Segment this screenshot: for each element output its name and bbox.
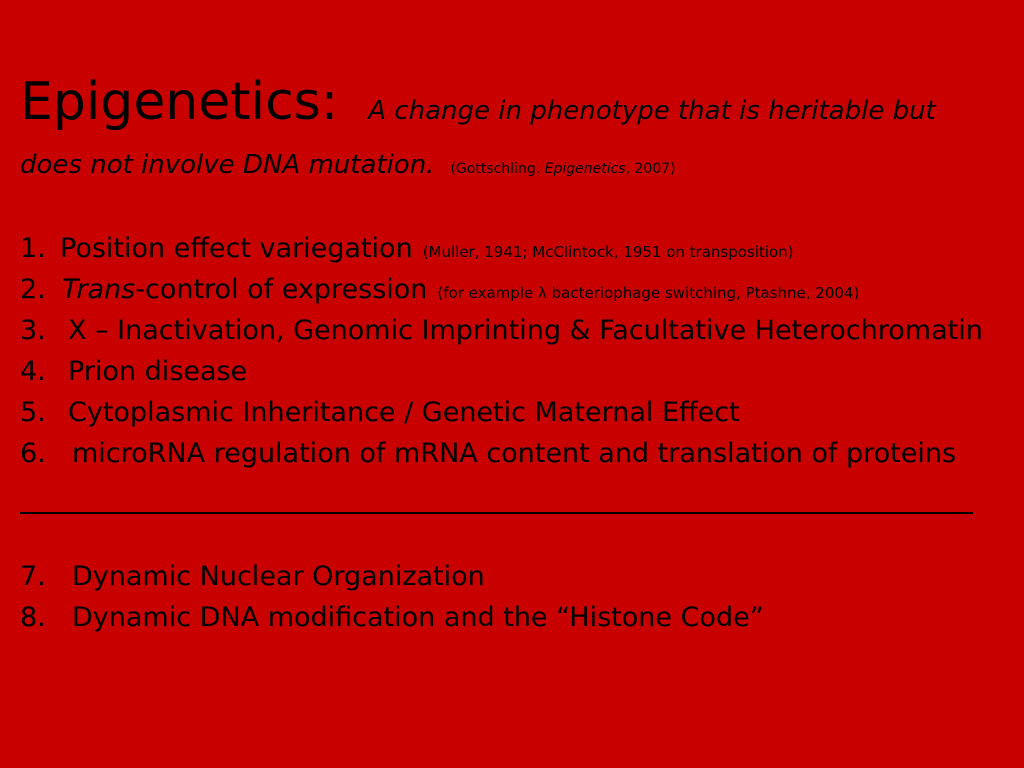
list-item-6 xyxy=(20,437,956,471)
definition-part1: A change in phenotype that is heritable but xyxy=(368,96,936,126)
citation xyxy=(450,161,675,177)
slide-title: Epigenetics: xyxy=(20,72,339,132)
citation-italic: Epigenetics xyxy=(544,161,626,177)
item-number: 6. xyxy=(20,438,46,469)
citation-prefix: (Gottschling. xyxy=(450,161,545,177)
item-number: 2. xyxy=(20,274,46,305)
list-item-3 xyxy=(20,314,983,348)
item-text: Cytoplasmic Inheritance / Genetic Maternal Effect xyxy=(68,397,740,428)
item-text: Position effect variegation xyxy=(60,233,413,264)
item-number: 7. xyxy=(20,561,46,592)
item-text-italic: Trans xyxy=(62,274,136,305)
item-text: Dynamic DNA modification and the “Histone Code” xyxy=(72,602,764,633)
list-item-7 xyxy=(20,560,485,594)
list-item-5 xyxy=(20,396,740,430)
list-item-2 xyxy=(20,273,859,310)
list-item-4 xyxy=(20,355,247,389)
item-reference: (Muller, 1941; McClintock, 1951 on transposition) xyxy=(422,243,794,261)
list-item-8 xyxy=(20,601,764,635)
item-text: X – Inactivation, Genomic Imprinting & Facultative Heterochromatin xyxy=(68,315,983,346)
item-text: Prion disease xyxy=(68,356,248,387)
item-number: 3. xyxy=(20,315,46,346)
definition-line xyxy=(20,150,676,180)
item-number: 1. xyxy=(20,233,46,264)
list-item-1 xyxy=(20,232,794,269)
item-text: Dynamic Nuclear Organization xyxy=(72,561,485,592)
item-number: 8. xyxy=(20,602,46,633)
item-text: microRNA regulation of mRNA content and translation of proteins xyxy=(72,438,957,469)
separator-rule xyxy=(20,512,973,514)
title-line xyxy=(20,72,936,132)
item-number: 4. xyxy=(20,356,46,387)
definition-part2: does not involve DNA mutation. xyxy=(20,150,435,180)
citation-suffix: , 2007) xyxy=(625,161,676,177)
item-number: 5. xyxy=(20,397,46,428)
item-text: -control of expression xyxy=(135,274,428,305)
item-reference: (for example λ bacteriophage switching, Ptashne, 2004) xyxy=(437,284,860,302)
